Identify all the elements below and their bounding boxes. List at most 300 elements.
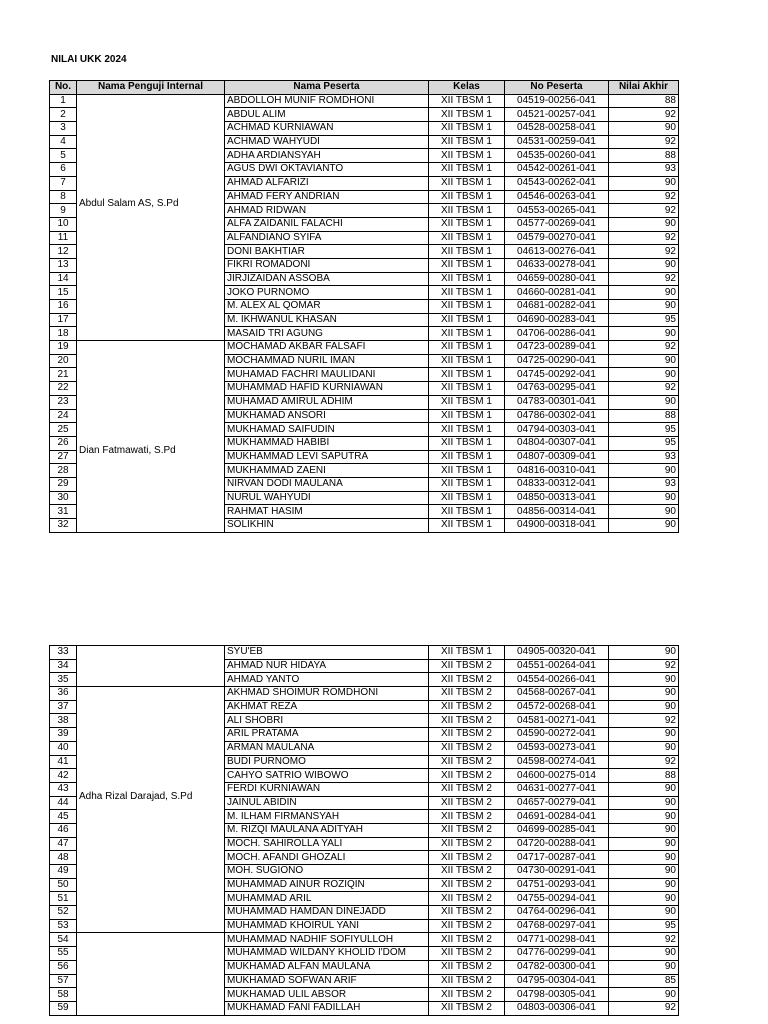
participant-exam-number: 04631-00277-041: [505, 782, 609, 796]
row-number: 57: [50, 974, 77, 988]
participant-class: XII TBSM 1: [429, 258, 505, 272]
participant-name: MOCH. AFANDI GHOZALI: [225, 851, 429, 865]
participant-exam-number: 04543-00262-041: [505, 176, 609, 190]
row-number: 35: [50, 673, 77, 687]
row-number: 26: [50, 436, 77, 450]
participant-exam-number: 04807-00309-041: [505, 450, 609, 464]
participant-class: XII TBSM 1: [429, 300, 505, 314]
participant-exam-number: 04600-00275-014: [505, 769, 609, 783]
final-score: 92: [609, 659, 679, 673]
participant-name: JOKO PURNOMO: [225, 286, 429, 300]
final-score: 88: [609, 769, 679, 783]
header-row: [50, 81, 679, 95]
participant-class: XII TBSM 2: [429, 700, 505, 714]
participant-exam-number: 04795-00304-041: [505, 974, 609, 988]
participant-name: ARIL PRATAMA: [225, 728, 429, 742]
participant-exam-number: 04577-00269-041: [505, 217, 609, 231]
row-number: 53: [50, 919, 77, 933]
participant-class: XII TBSM 1: [429, 436, 505, 450]
participant-exam-number: 04660-00281-041: [505, 286, 609, 300]
participant-exam-number: 04804-00307-041: [505, 436, 609, 450]
participant-class: XII TBSM 2: [429, 741, 505, 755]
participant-exam-number: 04553-00265-041: [505, 204, 609, 218]
participant-name: SYU'EB: [225, 646, 429, 660]
participant-exam-number: 04590-00272-041: [505, 728, 609, 742]
final-score: 90: [609, 258, 679, 272]
participant-class: XII TBSM 1: [429, 450, 505, 464]
participant-class: XII TBSM 2: [429, 947, 505, 961]
participant-name: MUKHAMMAD HABIBI: [225, 436, 429, 450]
participant-name: AKHMAD SHOIMUR ROMDHONI: [225, 687, 429, 701]
participant-exam-number: 04723-00289-041: [505, 341, 609, 355]
participant-exam-number: 04803-00306-041: [505, 1001, 609, 1015]
final-score: 90: [609, 519, 679, 533]
final-score: 90: [609, 646, 679, 660]
final-score: 88: [609, 409, 679, 423]
participant-name: BUDI PURNOMO: [225, 755, 429, 769]
final-score: 90: [609, 741, 679, 755]
participant-exam-number: 04751-00293-041: [505, 878, 609, 892]
row-number: 50: [50, 878, 77, 892]
participant-name: AGUS DWI OKTAVIANTO: [225, 163, 429, 177]
final-score: 90: [609, 810, 679, 824]
participant-class: XII TBSM 1: [429, 382, 505, 396]
final-score: 90: [609, 865, 679, 879]
final-score: 92: [609, 231, 679, 245]
participant-exam-number: 04764-00296-041: [505, 906, 609, 920]
participant-exam-number: 04905-00320-041: [505, 646, 609, 660]
participant-name: AKHMAT REZA: [225, 700, 429, 714]
final-score: 90: [609, 906, 679, 920]
participant-class: XII TBSM 2: [429, 673, 505, 687]
participant-name: M. IKHWANUL KHASAN: [225, 313, 429, 327]
table-row: [50, 341, 679, 355]
participant-name: MOCHAMMAD NURIL IMAN: [225, 354, 429, 368]
final-score: 90: [609, 354, 679, 368]
final-score: 92: [609, 933, 679, 947]
participant-name: MUKHAMAD ULIL ABSOR: [225, 988, 429, 1002]
participant-exam-number: 04720-00288-041: [505, 837, 609, 851]
row-number: 7: [50, 176, 77, 190]
participant-name: AHMAD RIDWAN: [225, 204, 429, 218]
row-number: 51: [50, 892, 77, 906]
final-score: 88: [609, 149, 679, 163]
participant-class: XII TBSM 1: [429, 231, 505, 245]
row-number: 40: [50, 741, 77, 755]
participant-name: MOCHAMAD AKBAR FALSAFI: [225, 341, 429, 355]
participant-class: XII TBSM 2: [429, 823, 505, 837]
header-exam-number: No Peserta: [505, 81, 609, 95]
participant-name: ALFANDIANO SYIFA: [225, 231, 429, 245]
participant-exam-number: 04579-00270-041: [505, 231, 609, 245]
final-score: 90: [609, 687, 679, 701]
final-score: 90: [609, 217, 679, 231]
row-number: 12: [50, 245, 77, 259]
participant-class: XII TBSM 2: [429, 878, 505, 892]
row-number: 9: [50, 204, 77, 218]
participant-exam-number: 04717-00287-041: [505, 851, 609, 865]
row-number: 4: [50, 135, 77, 149]
final-score: 90: [609, 700, 679, 714]
participant-name: ACHMAD WAHYUDI: [225, 135, 429, 149]
header-participant-name: Nama Peserta: [225, 81, 429, 95]
row-number: 56: [50, 960, 77, 974]
page-title: NILAI UKK 2024: [51, 54, 127, 65]
participant-exam-number: 04613-00276-041: [505, 245, 609, 259]
participant-class: XII TBSM 2: [429, 782, 505, 796]
participant-exam-number: 04542-00261-041: [505, 163, 609, 177]
participant-class: XII TBSM 1: [429, 149, 505, 163]
final-score: 92: [609, 135, 679, 149]
final-score: 90: [609, 673, 679, 687]
participant-name: MUHAMMAD ARIL: [225, 892, 429, 906]
participant-name: MUKHAMAD ANSORI: [225, 409, 429, 423]
participant-class: XII TBSM 1: [429, 135, 505, 149]
row-number: 20: [50, 354, 77, 368]
participant-class: XII TBSM 1: [429, 505, 505, 519]
row-number: 46: [50, 823, 77, 837]
row-number: 24: [50, 409, 77, 423]
row-number: 37: [50, 700, 77, 714]
participant-exam-number: 04900-00318-041: [505, 519, 609, 533]
participant-class: XII TBSM 1: [429, 94, 505, 108]
participant-exam-number: 04755-00294-041: [505, 892, 609, 906]
participant-exam-number: 04657-00279-041: [505, 796, 609, 810]
participant-exam-number: 04776-00299-041: [505, 947, 609, 961]
participant-class: XII TBSM 1: [429, 108, 505, 122]
participant-name: MUKHAMAD SAIFUDIN: [225, 423, 429, 437]
participant-class: XII TBSM 2: [429, 687, 505, 701]
participant-class: XII TBSM 2: [429, 974, 505, 988]
participant-name: MUHAMAD AMIRUL ADHIM: [225, 395, 429, 409]
final-score: 90: [609, 837, 679, 851]
row-number: 43: [50, 782, 77, 796]
header-final-score: Nilai Akhir: [609, 81, 679, 95]
final-score: 95: [609, 436, 679, 450]
row-number: 41: [50, 755, 77, 769]
participant-exam-number: 04659-00280-041: [505, 272, 609, 286]
participant-class: XII TBSM 1: [429, 477, 505, 491]
participant-exam-number: 04730-00291-041: [505, 865, 609, 879]
participant-exam-number: 04816-00310-041: [505, 464, 609, 478]
final-score: 92: [609, 382, 679, 396]
header-examiner: Nama Penguji Internal: [77, 81, 225, 95]
participant-exam-number: 04593-00273-041: [505, 741, 609, 755]
row-number: 2: [50, 108, 77, 122]
participant-class: XII TBSM 1: [429, 190, 505, 204]
row-number: 25: [50, 423, 77, 437]
examiner-name: [77, 933, 225, 1015]
final-score: 90: [609, 395, 679, 409]
participant-name: NURUL WAHYUDI: [225, 491, 429, 505]
participant-class: XII TBSM 1: [429, 464, 505, 478]
participant-class: XII TBSM 1: [429, 272, 505, 286]
participant-name: RAHMAT HASIM: [225, 505, 429, 519]
row-number: 32: [50, 519, 77, 533]
row-number: 8: [50, 190, 77, 204]
participant-exam-number: 04633-00278-041: [505, 258, 609, 272]
examiner-name: Adha Rizal Darajad, S.Pd: [77, 687, 225, 933]
participant-class: XII TBSM 1: [429, 327, 505, 341]
participant-exam-number: 04725-00290-041: [505, 354, 609, 368]
participant-exam-number: 04798-00305-041: [505, 988, 609, 1002]
row-number: 13: [50, 258, 77, 272]
final-score: 90: [609, 851, 679, 865]
participant-class: XII TBSM 2: [429, 837, 505, 851]
row-number: 23: [50, 395, 77, 409]
participant-name: MOCH. SAHIROLLA YALI: [225, 837, 429, 851]
table-row: [50, 933, 679, 947]
row-number: 49: [50, 865, 77, 879]
final-score: 95: [609, 423, 679, 437]
participant-exam-number: 04833-00312-041: [505, 477, 609, 491]
participant-name: ADHA ARDIANSYAH: [225, 149, 429, 163]
row-number: 54: [50, 933, 77, 947]
participant-name: ALI SHOBRI: [225, 714, 429, 728]
participant-exam-number: 04691-00284-041: [505, 810, 609, 824]
participant-exam-number: 04745-00292-041: [505, 368, 609, 382]
participant-name: ALFA ZAIDANIL FALACHI: [225, 217, 429, 231]
participant-class: XII TBSM 2: [429, 851, 505, 865]
final-score: 90: [609, 176, 679, 190]
participant-class: XII TBSM 2: [429, 906, 505, 920]
participant-exam-number: 04768-00297-041: [505, 919, 609, 933]
participant-name: M. ALEX AL QOMAR: [225, 300, 429, 314]
participant-name: ABDOLLOH MUNIF ROMDHONI: [225, 94, 429, 108]
final-score: 92: [609, 204, 679, 218]
participant-class: XII TBSM 2: [429, 755, 505, 769]
row-number: 16: [50, 300, 77, 314]
row-number: 11: [50, 231, 77, 245]
participant-exam-number: 04681-00282-041: [505, 300, 609, 314]
participant-exam-number: 04568-00267-041: [505, 687, 609, 701]
participant-exam-number: 04771-00298-041: [505, 933, 609, 947]
participant-class: XII TBSM 2: [429, 659, 505, 673]
participant-class: XII TBSM 1: [429, 409, 505, 423]
participant-name: MUHAMMAD NADHIF SOFIYULLOH: [225, 933, 429, 947]
row-number: 22: [50, 382, 77, 396]
participant-exam-number: 04521-00257-041: [505, 108, 609, 122]
participant-name: MUHAMMAD KHOIRUL YANI: [225, 919, 429, 933]
participant-name: SOLIKHIN: [225, 519, 429, 533]
participant-exam-number: 04598-00274-041: [505, 755, 609, 769]
participant-name: MUKHAMAD SOFWAN ARIF: [225, 974, 429, 988]
final-score: 95: [609, 919, 679, 933]
row-number: 29: [50, 477, 77, 491]
participant-class: XII TBSM 2: [429, 988, 505, 1002]
examiner-name: Dian Fatmawati, S.Pd: [77, 341, 225, 533]
participant-name: ARMAN MAULANA: [225, 741, 429, 755]
final-score: 90: [609, 300, 679, 314]
final-score: 92: [609, 755, 679, 769]
participant-name: DONI BAKHTIAR: [225, 245, 429, 259]
participant-class: XII TBSM 1: [429, 646, 505, 660]
participant-exam-number: 04856-00314-041: [505, 505, 609, 519]
participant-exam-number: 04794-00303-041: [505, 423, 609, 437]
participant-class: XII TBSM 1: [429, 491, 505, 505]
participant-class: XII TBSM 1: [429, 217, 505, 231]
final-score: 92: [609, 341, 679, 355]
participant-class: XII TBSM 2: [429, 769, 505, 783]
table-row: [50, 94, 679, 108]
participant-name: MUHAMMAD AINUR ROZIQIN: [225, 878, 429, 892]
participant-exam-number: 04763-00295-041: [505, 382, 609, 396]
table-row: [50, 646, 679, 660]
participant-class: XII TBSM 2: [429, 865, 505, 879]
participant-class: XII TBSM 2: [429, 810, 505, 824]
row-number: 36: [50, 687, 77, 701]
row-number: 59: [50, 1001, 77, 1015]
participant-exam-number: 04546-00263-041: [505, 190, 609, 204]
participant-class: XII TBSM 2: [429, 728, 505, 742]
participant-name: M. ILHAM FIRMANSYAH: [225, 810, 429, 824]
participant-name: M. RIZQI MAULANA ADITYAH: [225, 823, 429, 837]
participant-class: XII TBSM 1: [429, 122, 505, 136]
participant-class: XII TBSM 1: [429, 313, 505, 327]
participant-name: MUHAMMAD HAMDAN DINEJADD: [225, 906, 429, 920]
participant-name: ABDUL ALIM: [225, 108, 429, 122]
row-number: 47: [50, 837, 77, 851]
row-number: 17: [50, 313, 77, 327]
participant-name: MUHAMMAD HAFID KURNIAWAN: [225, 382, 429, 396]
participant-name: NIRVAN DODI MAULANA: [225, 477, 429, 491]
final-score: 90: [609, 782, 679, 796]
participant-name: JAINUL ABIDIN: [225, 796, 429, 810]
final-score: 90: [609, 327, 679, 341]
scores-table-1: [49, 80, 679, 533]
participant-name: MUHAMAD FACHRI MAULIDANI: [225, 368, 429, 382]
participant-class: XII TBSM 1: [429, 163, 505, 177]
participant-class: XII TBSM 2: [429, 1001, 505, 1015]
final-score: 92: [609, 714, 679, 728]
final-score: 92: [609, 245, 679, 259]
row-number: 5: [50, 149, 77, 163]
final-score: 90: [609, 286, 679, 300]
participant-name: MASAID TRI AGUNG: [225, 327, 429, 341]
scores-table-2: [49, 645, 679, 1016]
row-number: 45: [50, 810, 77, 824]
row-number: 21: [50, 368, 77, 382]
participant-exam-number: 04554-00266-041: [505, 673, 609, 687]
participant-exam-number: 04783-00301-041: [505, 395, 609, 409]
participant-class: XII TBSM 2: [429, 714, 505, 728]
participant-exam-number: 04706-00286-041: [505, 327, 609, 341]
participant-class: XII TBSM 1: [429, 204, 505, 218]
participant-name: JIRJIZAIDAN ASSOBA: [225, 272, 429, 286]
final-score: 90: [609, 122, 679, 136]
participant-class: XII TBSM 1: [429, 286, 505, 300]
participant-name: AHMAD FERY ANDRIAN: [225, 190, 429, 204]
participant-name: FIKRI ROMADONI: [225, 258, 429, 272]
participant-class: XII TBSM 1: [429, 354, 505, 368]
participant-exam-number: 04531-00259-041: [505, 135, 609, 149]
row-number: 6: [50, 163, 77, 177]
row-number: 14: [50, 272, 77, 286]
row-number: 27: [50, 450, 77, 464]
table-row: [50, 687, 679, 701]
participant-exam-number: 04581-00271-041: [505, 714, 609, 728]
row-number: 58: [50, 988, 77, 1002]
row-number: 38: [50, 714, 77, 728]
participant-exam-number: 04528-00258-041: [505, 122, 609, 136]
participant-exam-number: 04519-00256-041: [505, 94, 609, 108]
row-number: 10: [50, 217, 77, 231]
final-score: 90: [609, 878, 679, 892]
row-number: 52: [50, 906, 77, 920]
participant-exam-number: 04782-00300-041: [505, 960, 609, 974]
row-number: 44: [50, 796, 77, 810]
row-number: 48: [50, 851, 77, 865]
participant-name: MUHAMMAD WILDANY KHOLID I'DOM: [225, 947, 429, 961]
final-score: 92: [609, 1001, 679, 1015]
participant-exam-number: 04850-00313-041: [505, 491, 609, 505]
participant-name: AHMAD NUR HIDAYA: [225, 659, 429, 673]
header-class: Kelas: [429, 81, 505, 95]
participant-exam-number: 04699-00285-041: [505, 823, 609, 837]
participant-name: AHMAD ALFARIZI: [225, 176, 429, 190]
final-score: 88: [609, 94, 679, 108]
participant-class: XII TBSM 1: [429, 395, 505, 409]
participant-name: MOH. SUGIONO: [225, 865, 429, 879]
participant-name: MUKHAMMAD ZAENI: [225, 464, 429, 478]
final-score: 90: [609, 796, 679, 810]
final-score: 90: [609, 988, 679, 1002]
participant-exam-number: 04551-00264-041: [505, 659, 609, 673]
participant-exam-number: 04690-00283-041: [505, 313, 609, 327]
participant-name: CAHYO SATRIO WIBOWO: [225, 769, 429, 783]
row-number: 55: [50, 947, 77, 961]
row-number: 33: [50, 646, 77, 660]
participant-class: XII TBSM 2: [429, 960, 505, 974]
participant-class: XII TBSM 2: [429, 933, 505, 947]
examiner-name: [77, 646, 225, 687]
participant-name: AHMAD YANTO: [225, 673, 429, 687]
final-score: 90: [609, 823, 679, 837]
row-number: 1: [50, 94, 77, 108]
row-number: 3: [50, 122, 77, 136]
participant-class: XII TBSM 2: [429, 892, 505, 906]
participant-name: MUKHAMAD ALFAN MAULANA: [225, 960, 429, 974]
row-number: 39: [50, 728, 77, 742]
participant-name: FERDI KURNIAWAN: [225, 782, 429, 796]
participant-class: XII TBSM 2: [429, 796, 505, 810]
row-number: 30: [50, 491, 77, 505]
row-number: 18: [50, 327, 77, 341]
examiner-name: Abdul Salam AS, S.Pd: [77, 94, 225, 340]
final-score: 90: [609, 960, 679, 974]
final-score: 93: [609, 477, 679, 491]
participant-class: XII TBSM 1: [429, 245, 505, 259]
final-score: 90: [609, 728, 679, 742]
row-number: 31: [50, 505, 77, 519]
final-score: 95: [609, 313, 679, 327]
row-number: 34: [50, 659, 77, 673]
participant-exam-number: 04786-00302-041: [505, 409, 609, 423]
participant-class: XII TBSM 1: [429, 423, 505, 437]
final-score: 90: [609, 368, 679, 382]
participant-name: MUKHAMMAD LEVI SAPUTRA: [225, 450, 429, 464]
participant-exam-number: 04535-00260-041: [505, 149, 609, 163]
final-score: 92: [609, 108, 679, 122]
final-score: 85: [609, 974, 679, 988]
final-score: 90: [609, 947, 679, 961]
row-number: 28: [50, 464, 77, 478]
participant-class: XII TBSM 1: [429, 341, 505, 355]
final-score: 90: [609, 892, 679, 906]
participant-name: MUKHAMAD FANI FADILLAH: [225, 1001, 429, 1015]
row-number: 19: [50, 341, 77, 355]
final-score: 93: [609, 163, 679, 177]
